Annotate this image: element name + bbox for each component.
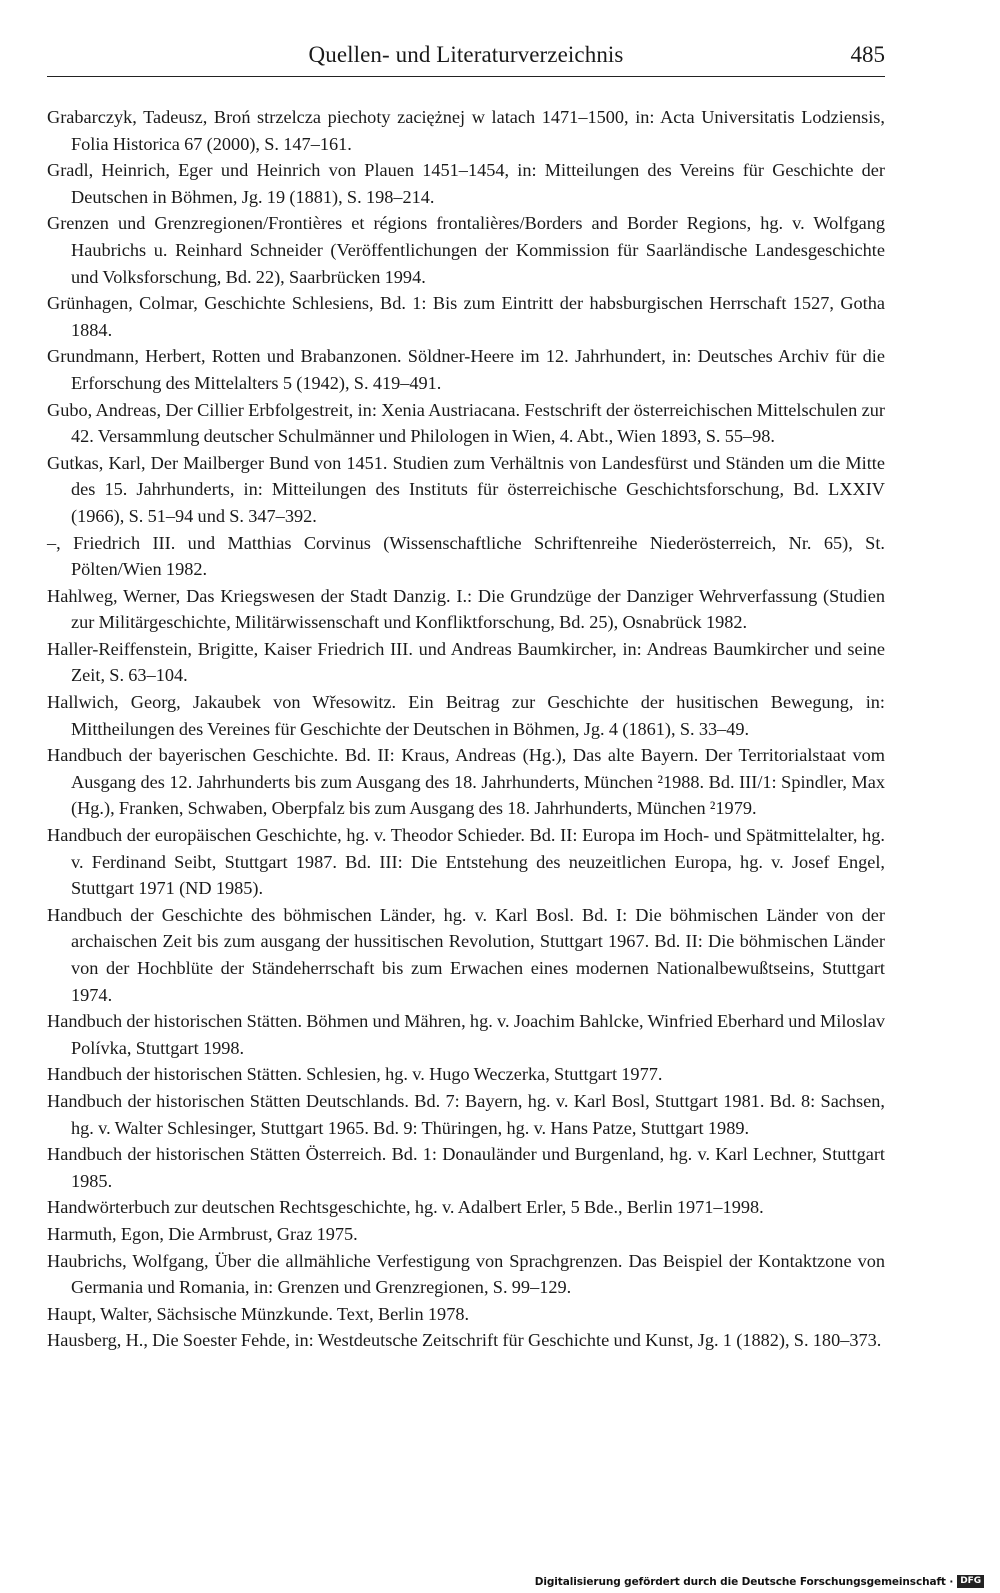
bibliography-entry: Handbuch der historischen Stätten. Schlesien, hg. v. Hugo Weczerka, Stuttgart 1977. xyxy=(47,1064,663,1085)
page-content xyxy=(47,40,885,1354)
bibliography-entry: Handbuch der bayerischen Geschichte. Bd. II: Kraus, Andreas (Hg.), Das alte Bayern. Der Territorialstaat vom Ausgang des 12. Jahrhunderts bis zum Ausgang des 18. Jahrhunderts, München ²1988. Bd. III/1: Spindler, Max (Hg.), Franken, Schwaben, Oberpfalz bis zum Ausgang des 18. Jahrhunderts, München ²1979. xyxy=(47,745,885,819)
bibliography-entry: Haller-Reiffenstein, Brigitte, Kaiser Friedrich III. und Andreas Baumkircher, in: Andreas Baumkircher und seine Zeit, S. 63–104. xyxy=(47,638,885,686)
bibliography-entry: Handbuch der europäischen Geschichte, hg. v. Theodor Schieder. Bd. II: Europa im Hoch- und Spätmittelalter, hg. v. Ferdinand Seibt, Stuttgart 1987. Bd. III: Die Entstehung des neuzeitlichen Europa, hg. v. Josef Engel, Stuttgart 1971 (ND 1985). xyxy=(47,825,885,899)
running-header-title: Quellen- und Literaturverzeichnis xyxy=(308,42,624,67)
bibliography-entry: Gradl, Heinrich, Eger und Heinrich von Plauen 1451–1454, in: Mitteilungen des Vereins für Geschichte der Deutschen in Böhmen, Jg. 19 (1881), S. 198–214. xyxy=(47,160,885,207)
bibliography-entry: Grünhagen, Colmar, Geschichte Schlesiens, Bd. 1: Bis zum Eintritt der habsburgischen Herrschaft 1527, Gotha 1884. xyxy=(47,293,885,340)
bibliography-entry: Harmuth, Egon, Die Armbrust, Graz 1975. xyxy=(47,1223,358,1244)
bibliography-entry: Hausberg, H., Die Soester Fehde, in: Westdeutsche Zeitschrift für Geschichte und Kunst, Jg. 1 (1882), S. 180–373. xyxy=(47,1330,882,1351)
digitization-footer xyxy=(535,1575,984,1588)
bibliography-entry: Handbuch der Geschichte des böhmischen Länder, hg. v. Karl Bosl. Bd. I: Die böhmischen Länder von der archaischen Zeit bis zum ausgang der hussitischen Revolution, Stuttgart 1967. Bd. II: Die böhmischen Länder von der Hochblüte der Ständeherrschaft bis zum Erwachen eines modernen Nationalbewußtseins, Stuttgart 1974. xyxy=(47,904,885,1005)
bibliography-entry: Haupt, Walter, Sächsische Münzkunde. Text, Berlin 1978. xyxy=(47,1303,470,1324)
bibliography-entry: Handbuch der historischen Stätten Österreich. Bd. 1: Donauländer und Burgenland, hg. v. Karl Lechner, Stuttgart 1985. xyxy=(47,1144,885,1191)
bibliography-entry: Grabarczyk, Tadeusz, Broń strzelcza piechoty zaciężnej w latach 1471–1500, in: Acta Universitatis Lodziensis, Folia Historica 67 (2000), S. 147–161. xyxy=(47,107,885,154)
bibliography-entry: Hahlweg, Werner, Das Kriegswesen der Stadt Danzig. I.: Die Grundzüge der Danziger Wehrverfassung (Studien zur Militärgeschichte, Militärwissenschaft und Konfliktforschung, Bd. 25), Osnabrück 1982. xyxy=(47,585,885,633)
bibliography-entry: Handwörterbuch zur deutschen Rechtsgeschichte, hg. v. Adalbert Erler, 5 Bde., Berlin 1971–1998. xyxy=(47,1197,764,1218)
bibliography-entry: Grundmann, Herbert, Rotten und Brabanzonen. Söldner-Heere im 12. Jahrhundert, in: Deutsches Archiv für die Erforschung des Mittelalters 5 (1942), S. 419–491. xyxy=(47,346,885,393)
dfg-logo-icon: DFG xyxy=(957,1575,984,1588)
bibliography-entry: Gutkas, Karl, Der Mailberger Bund von 1451. Studien zum Verhältnis von Landesfürst und Ständen um die Mitte des 15. Jahrhunderts, in: Mitteilungen des Instituts für österreichische Geschichtsforschung, Bd. LXXIV (1966), S. 51–94 und S. 347–392. xyxy=(47,452,885,526)
footer-text: Digitalisierung gefördert durch die Deutsche Forschungsgemeinschaft · xyxy=(534,1575,954,1588)
bibliography-entry: –, Friedrich III. und Matthias Corvinus (Wissenschaftliche Schriftenreihe Niederösterreich, Nr. 65), St. Pölten/Wien 1982. xyxy=(47,532,885,580)
page-number: 485 xyxy=(850,42,885,67)
bibliography-entry: Gubo, Andreas, Der Cillier Erbfolgestreit, in: Xenia Austriacana. Festschrift der österreichischen Mittelschulen zur 42. Versammlung deutscher Schulmänner und Philologen in Wien, 4. Abt., Wien 1893, S. 55–98. xyxy=(47,399,885,447)
bibliography-entry: Grenzen und Grenzregionen/Frontières et régions frontalières/Borders and Border Regions, hg. v. Wolfgang Haubrichs u. Reinhard Schneider (Veröffentlichungen der Kommission für Saarländische Landesgeschichte und Volksforschung, Bd. 22), Saarbrücken 1994. xyxy=(47,213,885,287)
bibliography-entry: Hallwich, Georg, Jakaubek von Wřesowitz. Ein Beitrag zur Geschichte der husitischen Bewegung, in: Mittheilungen des Vereines für Geschichte der Deutschen in Böhmen, Jg. 4 (1861), S. 33–49. xyxy=(47,692,885,739)
bibliography-entry: Handbuch der historischen Stätten. Böhmen und Mähren, hg. v. Joachim Bahlcke, Winfried Eberhard und Miloslav Polívka, Stuttgart 1998. xyxy=(47,1011,885,1058)
bibliography-list xyxy=(47,104,885,1354)
bibliography-entry: Handbuch der historischen Stätten Deutschlands. Bd. 7: Bayern, hg. v. Karl Bosl, Stuttgart 1981. Bd. 8: Sachsen, hg. v. Walter Schlesinger, Stuttgart 1965. Bd. 9: Thüringen, hg. v. Hans Patze, Stuttgart 1989. xyxy=(47,1090,885,1138)
bibliography-entry: Haubrichs, Wolfgang, Über die allmähliche Verfestigung von Sprachgrenzen. Das Beispiel der Kontaktzone von Germania und Romania, in: Grenzen und Grenzregionen, S. 99–129. xyxy=(47,1250,885,1298)
running-header xyxy=(47,40,885,77)
